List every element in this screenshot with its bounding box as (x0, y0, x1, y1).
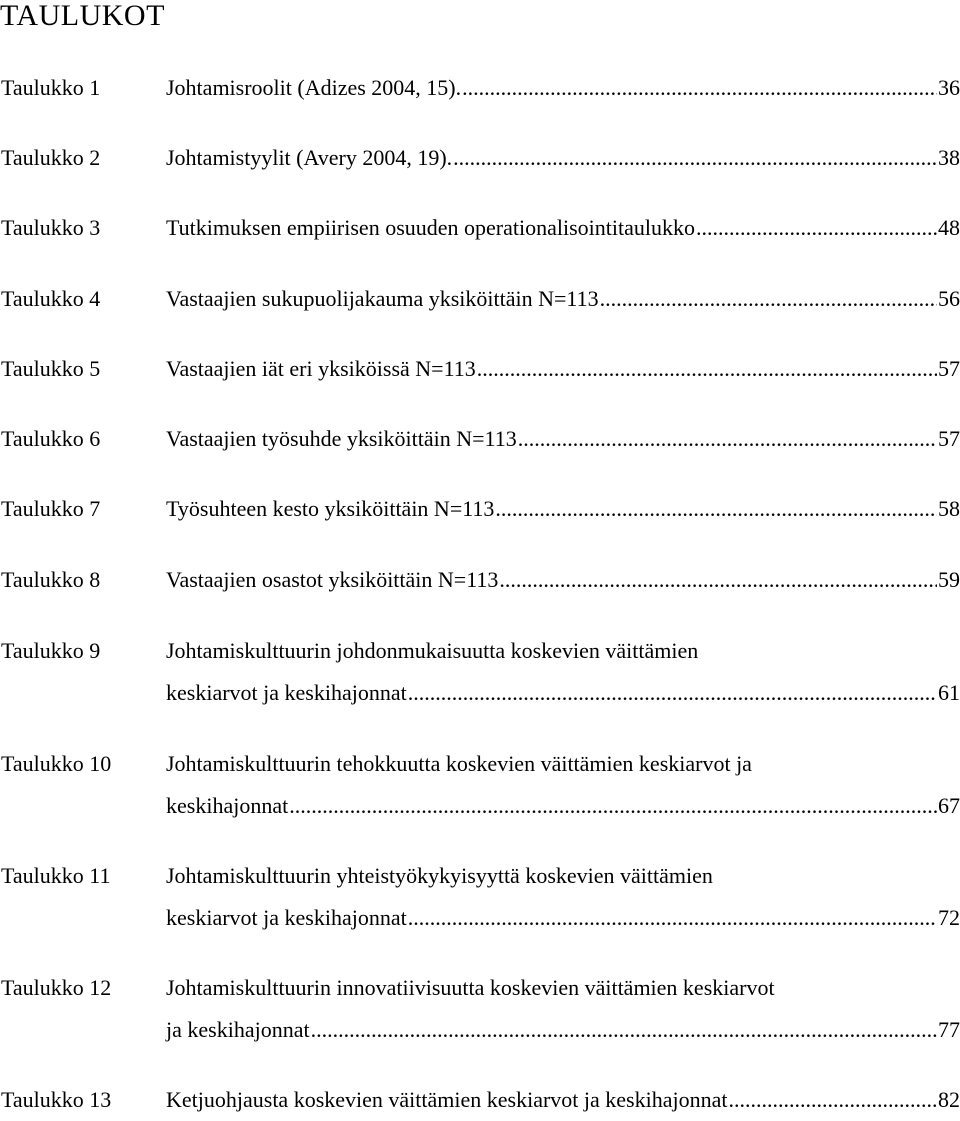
dot-leader (408, 897, 937, 939)
caption-text: Johtamiskulttuurin johdonmukaisuutta koskevien väittämien (166, 638, 699, 663)
table-caption (166, 278, 960, 320)
caption-line (166, 967, 960, 1009)
table-caption (166, 1079, 960, 1121)
caption-text: Työsuhteen kesto yksiköittäin N=113 (166, 496, 495, 521)
table-number-label: Taulukko 8 (1, 567, 101, 592)
page-number: 36 (938, 75, 960, 100)
caption-text: Johtamiskulttuurin yhteistyökykyisyyttä koskevien väittämien (166, 863, 713, 888)
caption-line (166, 855, 960, 897)
page-number: 56 (938, 286, 960, 311)
caption-line (166, 418, 960, 460)
caption-text: Ketjuohjausta koskevien väittämien keskiarvot ja keskihajonnat (166, 1087, 728, 1112)
page-number: 77 (938, 1017, 960, 1042)
dot-leader (499, 559, 937, 601)
caption-line (166, 1009, 960, 1051)
caption-text: Tutkimuksen empiirisen osuuden operationalisointitaulukko (166, 215, 695, 240)
table-caption (166, 743, 960, 827)
table-caption (166, 967, 960, 1051)
caption-line (166, 67, 960, 109)
page-number: 82 (938, 1087, 960, 1112)
caption-line (166, 559, 960, 601)
caption-line (166, 348, 960, 390)
table-caption (166, 559, 960, 601)
page-number: 38 (938, 145, 960, 170)
table-caption (166, 630, 960, 714)
caption-line (166, 897, 960, 939)
caption-line (166, 278, 960, 320)
table-number-label: Taulukko 5 (1, 356, 101, 381)
table-number-label: Taulukko 9 (1, 638, 101, 663)
dot-leader (408, 672, 937, 714)
caption-text: keskihajonnat (166, 793, 289, 818)
table-number-label: Taulukko 2 (1, 145, 101, 170)
dot-leader (728, 1079, 937, 1121)
caption-text: keskiarvot ja keskihajonnat (166, 905, 407, 930)
caption-line (166, 743, 960, 785)
caption-text: Vastaajien iät eri yksiköissä N=113 (166, 356, 476, 381)
dot-leader (311, 1009, 937, 1051)
caption-text: Johtamiskulttuurin tehokkuutta koskevien väittämien keskiarvot ja (166, 751, 752, 776)
caption-text: Johtamiskulttuurin innovatiivisuutta koskevien väittämien keskiarvot (166, 975, 775, 1000)
page-number: 58 (938, 496, 960, 521)
page-number: 57 (938, 426, 960, 451)
table-number-label: Taulukko 1 (1, 75, 101, 100)
table-caption (166, 137, 960, 179)
dot-leader (289, 785, 937, 827)
page-number: 59 (938, 567, 960, 592)
page-number: 48 (938, 215, 960, 240)
table-caption (166, 488, 960, 530)
dot-leader (600, 278, 937, 320)
page-number: 57 (938, 356, 960, 381)
caption-line (166, 488, 960, 530)
caption-line (166, 207, 960, 249)
table-number-label: Taulukko 12 (1, 975, 112, 1000)
table-number-label: Taulukko 11 (1, 863, 111, 888)
dot-leader (477, 348, 937, 390)
caption-line (166, 137, 960, 179)
table-caption (166, 855, 960, 939)
table-caption (166, 348, 960, 390)
table-number-label: Taulukko 6 (1, 426, 101, 451)
table-number-label: Taulukko 3 (1, 215, 101, 240)
caption-text: Vastaajien osastot yksiköittäin N=113 (166, 567, 499, 592)
caption-text: ja keskihajonnat (166, 1017, 310, 1042)
caption-line (166, 630, 960, 672)
caption-text: Vastaajien sukupuolijakauma yksiköittäin N=113 (166, 286, 599, 311)
table-number-label: Taulukko 13 (1, 1087, 112, 1112)
dot-leader (453, 137, 937, 179)
caption-text: Vastaajien työsuhde yksiköittäin N=113 (166, 426, 517, 451)
caption-text: Johtamistyylit (Avery 2004, 19). (166, 145, 453, 170)
caption-line (166, 672, 960, 714)
table-number-label: Taulukko 10 (1, 751, 112, 776)
caption-line (166, 1079, 960, 1121)
table-caption (166, 67, 960, 109)
dot-leader (462, 67, 937, 109)
table-caption (166, 418, 960, 460)
table-number-label: Taulukko 7 (1, 496, 101, 521)
page-number: 67 (938, 793, 960, 818)
caption-text: keskiarvot ja keskihajonnat (166, 680, 407, 705)
caption-text: Johtamisroolit (Adizes 2004, 15). (166, 75, 462, 100)
table-caption (166, 207, 960, 249)
caption-line (166, 785, 960, 827)
page-number: 72 (938, 905, 960, 930)
table-number-label: Taulukko 4 (1, 286, 101, 311)
dot-leader (696, 207, 937, 249)
dot-leader (518, 418, 937, 460)
page-title: TAULUKOT (0, 0, 165, 32)
dot-leader (495, 488, 937, 530)
page-number: 61 (938, 680, 960, 705)
